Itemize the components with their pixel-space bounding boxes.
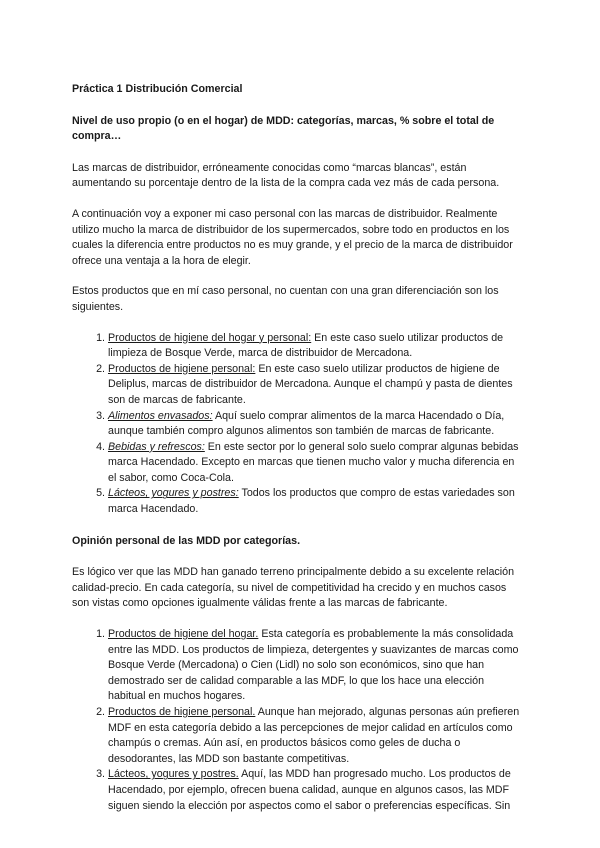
list-item-text: En este caso suelo utilizar productos de higiene de Deliplus, marcas de distribuidor de Mercadona. Aunque el champú y pasta de dientes son de marcas de fabricante. [108,362,513,406]
list-item-text: Aquí suelo comprar alimentos de la marca Hacendado o Día, aunque también compro algunos alimentos son también de marcas de fabricante. [108,409,505,438]
list-item-text: Todos los productos que compro de estas variedades son marca Hacendado. [108,487,515,516]
document-page [72,82,522,830]
list-item-label: Alimentos envasados: [108,409,213,422]
list-item [108,767,522,814]
list-item-text: Esta categoría es probablemente la más consolidada entre las MDD. Los productos de limpieza, detergentes y suavizantes de marcas como Bosque Verde (Mercadona) o Cien (Lidl) no solo son económicos, sino que han demostrado ser de calidad comparable a las MDF, lo que los hace una elección habitual en muchos hogares. [108,628,519,703]
usage-category-list [72,331,522,518]
section-heading-opinion: Opinión personal de las MDD por categorías. [72,534,301,547]
paragraph-opinion-intro: Es lógico ver que las MDD han ganado terreno principalmente debido a su excelente relación calidad-precio. En cada categoría, su nivel de competitividad ha crecido y en muchos casos son vistas como opciones igualmente válidas frente a las marcas de fabricante. [72,566,515,610]
list-item-text: Aunque han mejorado, algunas personas aún prefieren MDF en esta categoría debido a las percepciones de mejor calidad en artículos como champús o cremas. Aún así, en productos básicos como geles de ducha o desodorantes, las MDD son bastante competitivas. [108,706,520,765]
section-heading-usage: Nivel de uso propio (o en el hogar) de MDD: categorías, marcas, % sobre el total de compra… [72,114,495,143]
list-item-label: Lácteos, yogures y postres: [108,487,239,500]
list-item-text: En este caso suelo utilizar productos de limpieza de Bosque Verde, marca de distribuidor de Mercadona. [108,331,504,360]
list-item-label: Lácteos, yogures y postres. [108,768,239,781]
list-item-label: Productos de higiene personal. [108,706,256,718]
list-item [108,486,522,517]
list-item-text: En este sector por lo general solo suelo comprar algunas bebidas marca Hacendado. Excepto en marcas que tienen mucho valor y mucha diferencia en el sabor, como Coca-Cola. [108,440,519,484]
paragraph-products-intro: Estos productos que en mí caso personal, no cuentan con una gran diferenciación son los siguientes. [72,285,499,313]
paragraph-intro: Las marcas de distribuidor, erróneamente conocidas como “marcas blancas”, están aumentando su porcentaje dentro de la lista de la compra cada vez más de cada persona. [72,161,500,190]
list-item [108,362,522,409]
opinion-category-list [72,627,522,814]
list-item-label: Productos de higiene personal: [108,362,256,375]
list-item [108,409,522,440]
list-item-text: Aquí, las MDD han progresado mucho. Los productos de Hacendado, por ejemplo, ofrecen buena calidad, aunque en algunos casos, las MDF siguen siendo la elección por aspectos como el sabor o preferencias específicas. Sin [108,768,511,812]
list-item [108,627,522,705]
paragraph-personal-case: A continuación voy a exponer mi caso personal con las marcas de distribuidor. Realmente utilizo mucho la marca de distribuidor de los supermercados, sobre todo en productos en los cuales la diferencia entre productos no es muy grande, y el precio de la marca de distribuidor ofrece una ventaja a la hora de elegir. [72,207,513,267]
list-item-label: Bebidas y refrescos: [108,440,205,453]
list-item-label: Productos de higiene del hogar. [108,628,259,641]
document-title: Práctica 1 Distribución Comercial [72,83,243,95]
list-item-label: Productos de higiene del hogar y personal: [108,331,312,344]
list-item [108,440,522,487]
list-item [108,705,522,767]
list-item [108,331,522,362]
